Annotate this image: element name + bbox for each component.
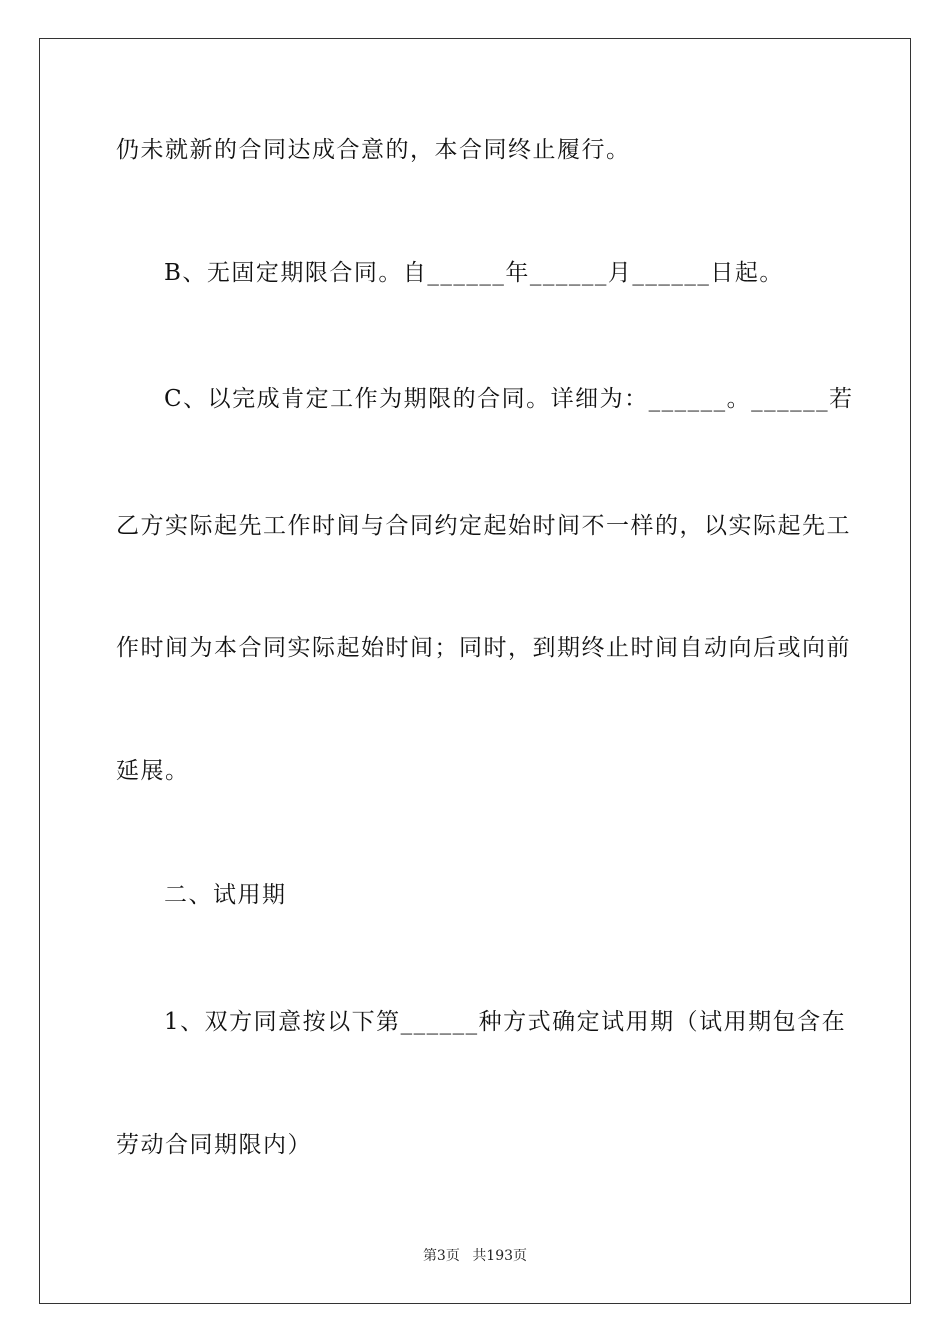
- page-total: 共193页: [472, 1248, 528, 1264]
- paragraph-line: C、以完成肯定工作为期限的合同。详细为：______。______若: [164, 386, 854, 412]
- paragraph-line: 1、双方同意按以下第______种方式确定试用期（试用期包含在: [164, 1009, 847, 1035]
- paragraph-line: 延展。: [116, 758, 190, 784]
- page-footer: [0, 1247, 950, 1265]
- page-number: 第3页: [422, 1248, 460, 1264]
- paragraph-line: 乙方实际起先工作时间与合同约定起始时间不一样的，以实际起先工: [116, 513, 851, 539]
- paragraph-line: 劳动合同期限内）: [116, 1132, 312, 1158]
- section-heading: 二、试用期: [164, 882, 287, 908]
- paragraph-line: 作时间为本合同实际起始时间；同时，到期终止时间自动向后或向前: [116, 635, 851, 661]
- page-border: [39, 38, 911, 1304]
- paragraph-line: B、无固定期限合同。自______年______月______日起。: [164, 260, 784, 286]
- paragraph-line: 仍未就新的合同达成合意的，本合同终止履行。: [116, 137, 631, 163]
